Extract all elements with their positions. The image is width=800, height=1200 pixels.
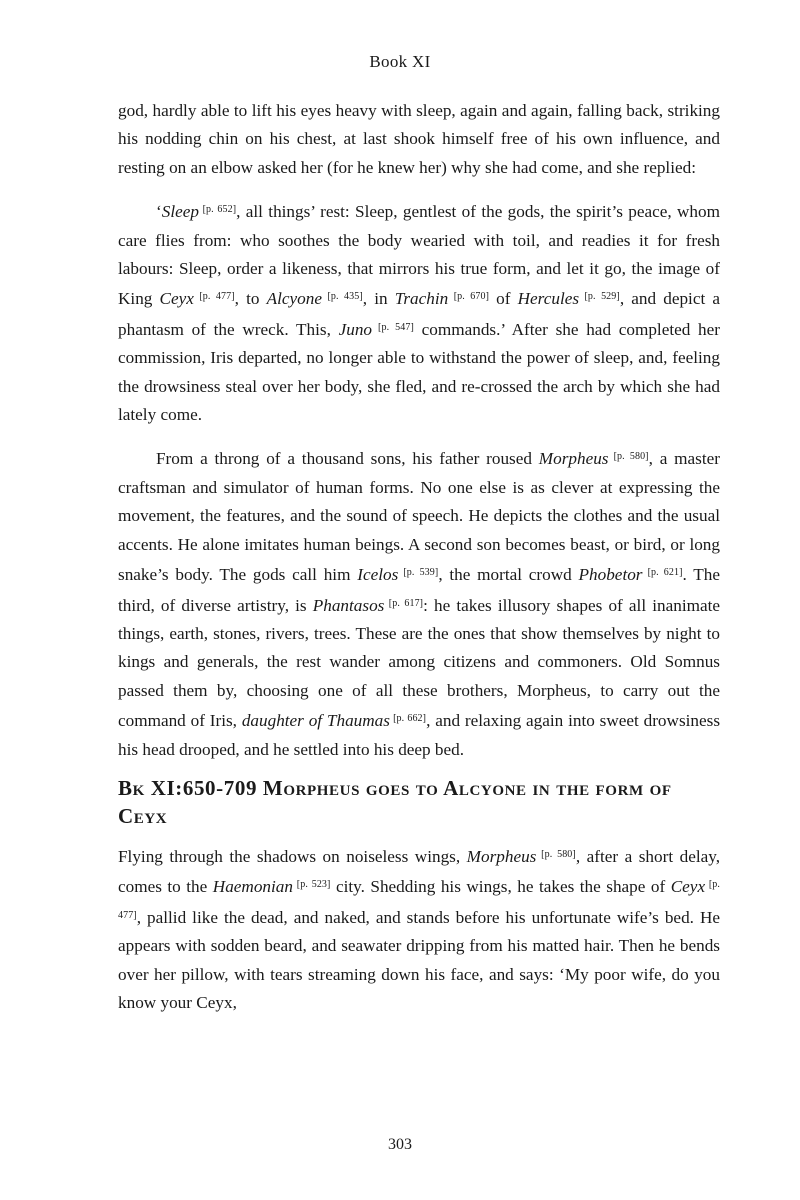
page-cross-reference: [p. 580]: [608, 451, 649, 463]
italic-name: Morpheus: [466, 847, 537, 866]
page-cross-reference: [p. 477]: [193, 291, 235, 303]
paragraph: From a throng of a thousand sons, his father roused Morpheus [p. 580], a master craftsman and simulator of human forms. No one else is as clever at expressing the movement, the features, and the sound of speech. He depicts the clothes and the usual accents. He alone imitates human beings. A second son becomes beast, or bird, or long snake’s body. The gods call him Icelos [p. 539], the mortal crowd Phobetor [p. 621]. The third, of diverse artistry, is Phantasos [p. 617]: he takes illusory shapes of all inanimate things, earth, stones, rivers, trees. These are the ones that show themselves by night to kings and generals, the rest wander among citizens and commoners. Old Somnus passed them by, choosing one of all these brothers, Morpheus, to carry out the command of Iris, daughter of Thaumas [p. 662], and relaxing again into sweet drowsiness his head drooped, and he settled into his deep bed.: [118, 449, 721, 759]
italic-name: Juno: [338, 319, 373, 339]
italic-name: Morpheus: [538, 449, 609, 469]
page-cross-reference: [p. 529]: [579, 291, 620, 303]
italic-name: Hercules: [517, 289, 580, 309]
italic-name: daughter of Thaumas: [241, 711, 390, 731]
italic-name: Phobetor: [578, 565, 643, 585]
italic-name: Sleep: [161, 202, 199, 222]
section-heading: Bk XI:650-709 Morpheus goes to Alcyone in the form of Ceyx: [118, 776, 672, 828]
page-cross-reference: [p. 547]: [372, 321, 414, 333]
paragraph: god, hardly able to lift his eyes heavy with sleep, again and again, falling back, striking his nodding chin on his chest, at last shook himself free of his own influence, and resting on an elbow asked her (for he knew her) why she had come, and she replied:: [118, 101, 720, 177]
italic-name: Icelos: [357, 565, 399, 585]
page-cross-reference: [p. 580]: [536, 849, 576, 860]
italic-name: Ceyx: [670, 877, 706, 897]
page-cross-reference: [p. 670]: [448, 291, 490, 303]
italic-name: Haemonian: [212, 877, 293, 897]
page-cross-reference: [p. 621]: [642, 567, 683, 579]
paragraph: ‘Sleep [p. 652], all things’ rest: Sleep, gentlest of the gods, the spirit’s peace, whom care flies from: who soothes the body wearied with toil, and readies it for fresh labours: Sleep, order a likeness, that mirrors his true form, and let it go, the image of King Ceyx [p. 477], to Alcyone [p. 435], in Trachin [p. 670] of Hercules [p. 529], and depict a phantasm of the wreck. This, Juno [p. 547] commands.’ After she had completed her commission, Iris departed, no longer able to withstand the power of sleep, and, feeling the drowsiness steal over her body, she fled, and re-crossed the arch by which she had lately come.: [118, 202, 721, 425]
italic-name: Trachin: [394, 289, 449, 309]
running-head: Book XI: [369, 52, 431, 71]
italic-name: Phantasos: [312, 595, 385, 615]
main-text: [118, 97, 720, 764]
italic-name: Alcyone: [266, 289, 322, 309]
paragraph: Flying through the shadows on noiseless wings, Morpheus [p. 580], after a short delay, comes to the Haemonian [p. 523] city. Shedding his wings, he takes the shape of Ceyx [p. 477], pallid like the dead, and naked, and stands before his unfortunate wife’s bed. He appears with sodden beard, and seawater dripping from his matted hair. Then he bends over her pillow, with tears streaming down his face, and says: ‘My poor wife, do you know your Ceyx,: [118, 847, 721, 1013]
page-cross-reference: [p. 662]: [389, 713, 427, 725]
page-cross-reference: [p. 539]: [398, 567, 439, 579]
page-cross-reference: [p. 477]: [118, 879, 721, 921]
page-cross-reference: [p. 617]: [384, 597, 424, 609]
page-cross-reference: [p. 435]: [322, 291, 363, 303]
page-number: 303: [388, 1136, 412, 1153]
page-cross-reference: [p. 652]: [198, 204, 237, 216]
page-cross-reference: [p. 523]: [292, 879, 331, 891]
italic-name: Ceyx: [159, 289, 194, 309]
section-text: [118, 841, 720, 1017]
